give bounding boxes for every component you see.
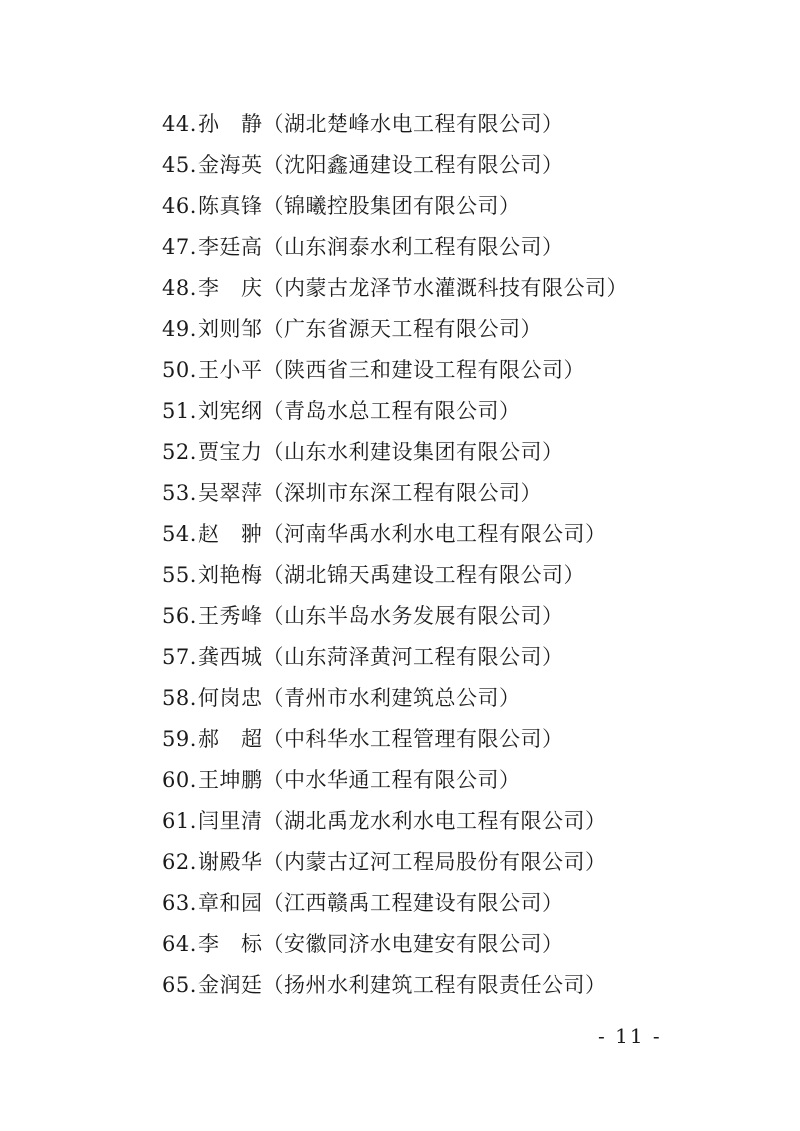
person-name: 陈真锋 [198,194,263,218]
list-item [162,514,628,555]
person-name: 王秀峰 [198,604,263,628]
list-item [162,227,628,268]
list-item [162,596,628,637]
list-item [162,883,628,924]
entry-number: 50. [162,358,197,382]
name-list [162,104,628,1006]
entry-number: 56. [162,604,197,628]
entry-number: 53. [162,481,197,505]
entry-number: 60. [162,768,197,792]
person-name: 李 标 [198,932,263,956]
entry-number: 64. [162,932,197,956]
organization-name: （河南华禹水利水电工程有限公司） [262,522,607,546]
organization-name: （中水华通工程有限公司） [262,768,521,792]
organization-name: （内蒙古辽河工程局股份有限公司） [262,850,607,874]
list-item [162,309,628,350]
page-number: - 11 - [598,1024,662,1048]
entry-number: 62. [162,850,197,874]
organization-name: （青州市水利建筑总公司） [262,686,521,710]
organization-name: （湖北禹龙水利水电工程有限公司） [262,809,607,833]
person-name: 刘宪纲 [198,399,263,423]
list-item [162,350,628,391]
person-name: 贾宝力 [198,440,263,464]
entry-number: 51. [162,399,197,423]
person-name: 王小平 [198,358,263,382]
organization-name: （陕西省三和建设工程有限公司） [262,358,585,382]
organization-name: （湖北楚峰水电工程有限公司） [262,112,564,136]
person-name: 谢殿华 [198,850,263,874]
organization-name: （锦曦控股集团有限公司） [262,194,521,218]
organization-name: （内蒙古龙泽节水灌溉科技有限公司） [262,276,628,300]
entry-number: 44. [162,112,197,136]
entry-number: 65. [162,973,197,997]
organization-name: （山东菏泽黄河工程有限公司） [262,645,564,669]
entry-number: 63. [162,891,197,915]
list-item [162,801,628,842]
entry-number: 47. [162,235,197,259]
entry-number: 48. [162,276,197,300]
person-name: 金润廷 [198,973,263,997]
person-name: 龚西城 [198,645,263,669]
entry-number: 45. [162,153,197,177]
organization-name: （山东水利建设集团有限公司） [262,440,564,464]
organization-name: （沈阳鑫通建设工程有限公司） [262,153,564,177]
person-name: 赵 翀 [198,522,263,546]
entry-number: 57. [162,645,197,669]
organization-name: （青岛水总工程有限公司） [262,399,521,423]
organization-name: （广东省源天工程有限公司） [262,317,542,341]
list-item [162,268,628,309]
list-item [162,555,628,596]
person-name: 刘则邹 [198,317,263,341]
entry-number: 46. [162,194,197,218]
person-name: 金海英 [198,153,263,177]
person-name: 吴翠萍 [198,481,263,505]
organization-name: （山东润泰水利工程有限公司） [262,235,564,259]
list-item [162,965,628,1006]
entry-number: 58. [162,686,197,710]
list-item [162,432,628,473]
list-item [162,104,628,145]
entry-number: 49. [162,317,197,341]
entry-number: 54. [162,522,197,546]
organization-name: （中科华水工程管理有限公司） [262,727,564,751]
person-name: 郝 超 [198,727,263,751]
entry-number: 59. [162,727,197,751]
organization-name: （江西赣禹工程建设有限公司） [262,891,564,915]
person-name: 王坤鹏 [198,768,263,792]
list-item [162,637,628,678]
list-item [162,473,628,514]
list-item [162,924,628,965]
list-item [162,719,628,760]
list-item [162,145,628,186]
organization-name: （扬州水利建筑工程有限责任公司） [262,973,607,997]
list-item [162,760,628,801]
list-item [162,391,628,432]
organization-name: （深圳市东深工程有限公司） [262,481,542,505]
entry-number: 55. [162,563,197,587]
entry-number: 61. [162,809,197,833]
list-item [162,678,628,719]
person-name: 何岗忠 [198,686,263,710]
person-name: 章和园 [198,891,263,915]
list-item [162,186,628,227]
person-name: 孙 静 [198,112,263,136]
organization-name: （安徽同济水电建安有限公司） [262,932,564,956]
person-name: 闫里清 [198,809,263,833]
list-item [162,842,628,883]
organization-name: （山东半岛水务发展有限公司） [262,604,564,628]
person-name: 李 庆 [198,276,263,300]
organization-name: （湖北锦天禹建设工程有限公司） [262,563,585,587]
person-name: 刘艳梅 [198,563,263,587]
person-name: 李廷高 [198,235,263,259]
entry-number: 52. [162,440,197,464]
